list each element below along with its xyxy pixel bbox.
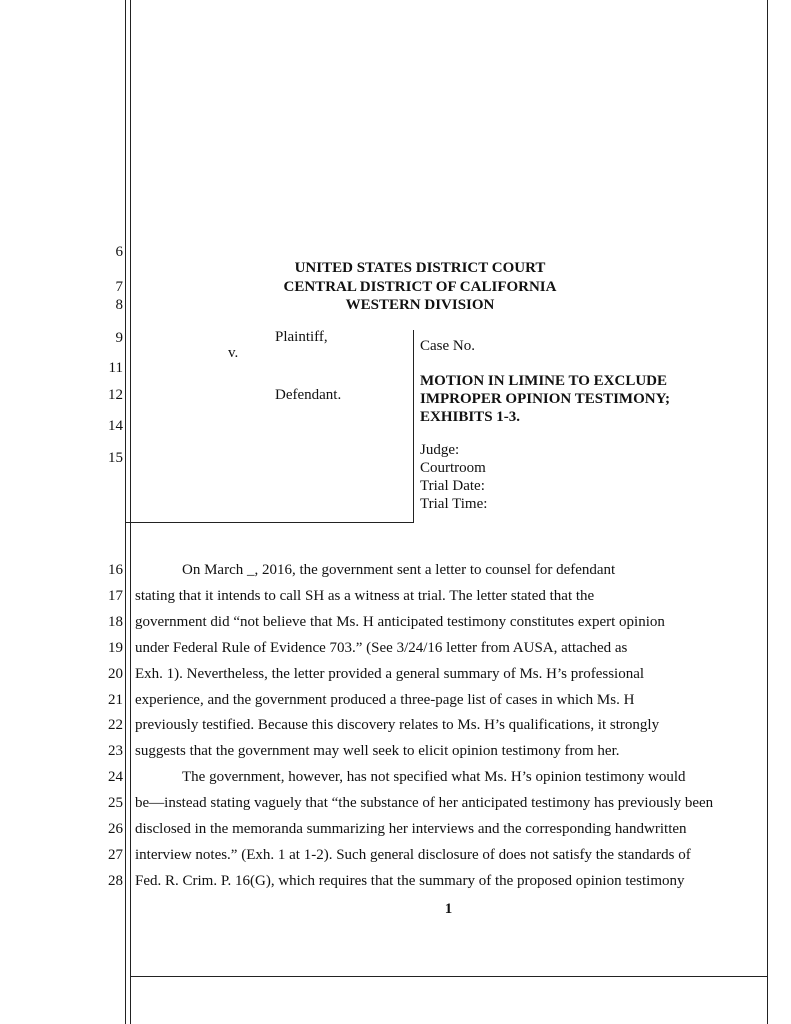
left-margin-rule-outer <box>125 0 126 1024</box>
page-number: 1 <box>444 901 453 917</box>
line-number: 22 <box>108 717 123 733</box>
line-number: 24 <box>108 769 123 785</box>
line-number: 16 <box>108 562 123 578</box>
body-text-line: stating that it intends to call SH as a witness at trial. The letter stated that the <box>135 588 595 604</box>
line-number: 7 <box>115 279 123 295</box>
body-text-line: interview notes.” (Exh. 1 at 1-2). Such general disclosure of does not satisfy the standards of <box>135 847 691 863</box>
line-number: 17 <box>108 588 123 604</box>
court-division: WESTERN DIVISION <box>345 297 495 313</box>
line-number: 18 <box>108 614 123 630</box>
trial-time-label: Trial Time: <box>420 496 488 512</box>
line-number: 12 <box>108 387 123 403</box>
body-text-line: experience, and the government produced a three-page list of cases in which Ms. H <box>135 692 635 708</box>
court-name: UNITED STATES DISTRICT COURT <box>294 260 546 276</box>
line-number: 27 <box>108 847 123 863</box>
body-text-line: On March _, 2016, the government sent a letter to counsel for defendant <box>182 562 616 578</box>
body-text-line: The government, however, has not specified what Ms. H’s opinion testimony would <box>182 769 686 785</box>
document-title-line-3: EXHIBITS 1-3. <box>420 409 521 425</box>
versus-label: v. <box>228 345 239 361</box>
caption-divider-vertical <box>413 330 414 523</box>
line-number: 6 <box>115 244 123 260</box>
court-district: CENTRAL DISTRICT OF CALIFORNIA <box>283 279 557 295</box>
caption-divider-horizontal <box>125 522 414 523</box>
footer-rule <box>130 976 768 977</box>
courtroom-label: Courtroom <box>420 460 486 476</box>
line-number: 11 <box>108 360 123 376</box>
line-number: 26 <box>108 821 123 837</box>
defendant-label: Defendant. <box>275 387 342 403</box>
left-margin-rule-inner <box>130 0 131 1024</box>
line-number: 23 <box>108 743 123 759</box>
line-number: 9 <box>115 330 123 346</box>
line-number: 8 <box>115 297 123 313</box>
body-text-line: Exh. 1). Nevertheless, the letter provided a general summary of Ms. H’s professional <box>135 666 645 682</box>
line-number: 21 <box>108 692 123 708</box>
line-number: 20 <box>108 666 123 682</box>
line-number: 14 <box>108 418 123 434</box>
body-text-line: disclosed in the memoranda summarizing her interviews and the corresponding handwritten <box>135 821 687 837</box>
line-number: 19 <box>108 640 123 656</box>
judge-label: Judge: <box>420 442 460 458</box>
line-number: 15 <box>108 450 123 466</box>
plaintiff-label: Plaintiff, <box>275 329 328 345</box>
body-text-line: Fed. R. Crim. P. 16(G), which requires that the summary of the proposed opinion testimony <box>135 873 685 889</box>
trial-date-label: Trial Date: <box>420 478 485 494</box>
case-number-label: Case No. <box>420 338 475 354</box>
line-number: 28 <box>108 873 123 889</box>
body-text-line: suggests that the government may well seek to elicit opinion testimony from her. <box>135 743 620 759</box>
body-text-line: previously testified. Because this discovery relates to Ms. H’s qualifications, it strongly <box>135 717 660 733</box>
document-title-line-1: MOTION IN LIMINE TO EXCLUDE <box>420 373 667 389</box>
right-margin-rule <box>767 0 768 1024</box>
line-number: 25 <box>108 795 123 811</box>
body-text-line: government did “not believe that Ms. H anticipated testimony constitutes expert opinion <box>135 614 665 630</box>
body-text-line: be—instead stating vaguely that “the substance of her anticipated testimony has previously been <box>135 795 714 811</box>
document-title-line-2: IMPROPER OPINION TESTIMONY; <box>420 391 671 407</box>
body-text-line: under Federal Rule of Evidence 703.” (See 3/24/16 letter from AUSA, attached as <box>135 640 628 656</box>
